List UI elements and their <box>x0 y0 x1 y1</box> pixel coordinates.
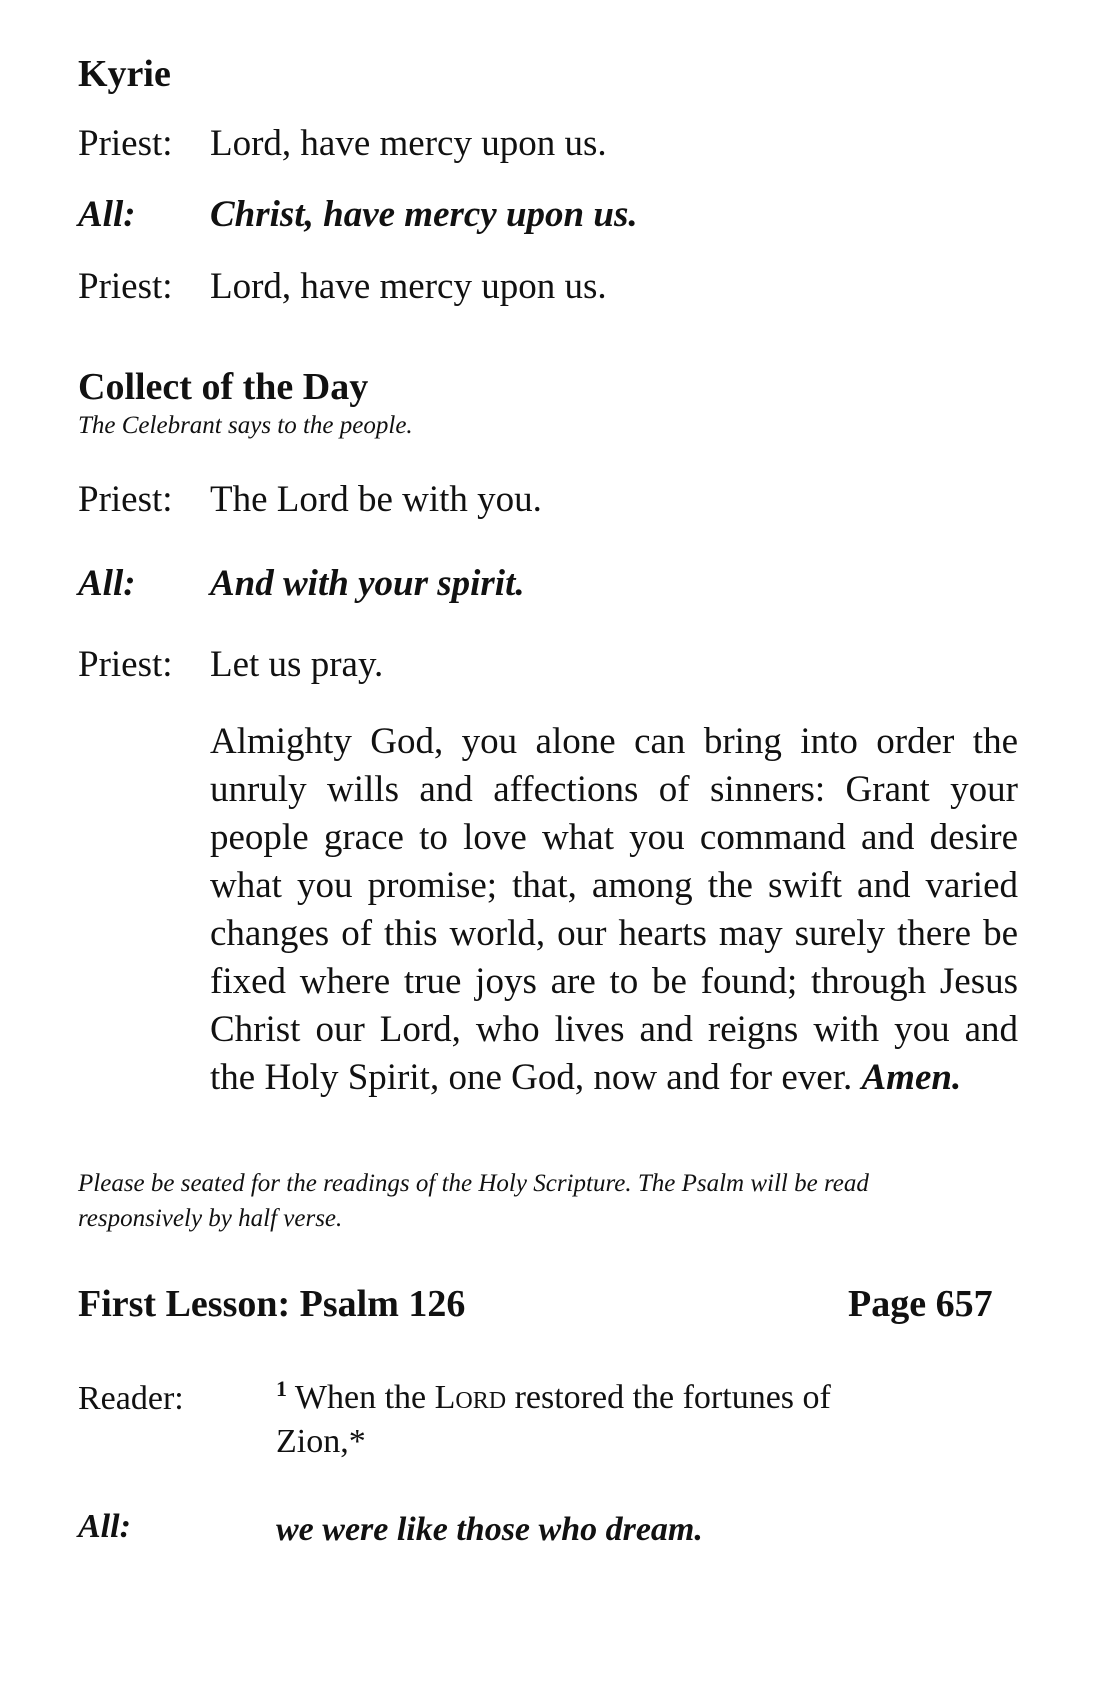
psalm-reader-line-2: Zion,* <box>276 1423 366 1460</box>
kyrie-role-3: Priest: <box>78 266 173 307</box>
psalm-all-label: All: <box>78 1508 131 1545</box>
kyrie-text-2: Christ, have mercy upon us. <box>210 194 638 235</box>
collect-text-1: The Lord be with you. <box>210 479 542 520</box>
kyrie-role-1: Priest: <box>78 123 173 164</box>
kyrie-role-2: All: <box>78 194 136 235</box>
kyrie-text-1: Lord, have mercy upon us. <box>210 123 607 164</box>
seating-rubric-line-2: responsively by half verse. <box>78 1205 343 1232</box>
psalm-reader-label: Reader: <box>78 1380 184 1417</box>
collect-rubric: The Celebrant says to the people. <box>78 412 413 439</box>
psalm-reader-lord: Lord <box>434 1379 507 1416</box>
psalm-all-text: we were like those who dream. <box>276 1511 703 1548</box>
collect-text-3: Let us pray. <box>210 644 384 685</box>
collect-role-1: Priest: <box>78 479 173 520</box>
collect-prayer <box>210 718 1018 1102</box>
collect-role-3: Priest: <box>78 644 173 685</box>
kyrie-text-3: Lord, have mercy upon us. <box>210 266 607 307</box>
collect-heading: Collect of the Day <box>78 366 369 408</box>
collect-amen: Amen. <box>861 1057 962 1098</box>
first-lesson-page: Page 657 <box>848 1283 993 1325</box>
collect-text-2: And with your spirit. <box>210 563 525 604</box>
psalm-reader-text-a: When the <box>294 1379 427 1416</box>
seating-rubric-line-1: Please be seated for the readings of the Holy Scripture. The Psalm will be read <box>78 1170 869 1197</box>
verse-number: 1 <box>276 1376 287 1401</box>
collect-role-2: All: <box>78 563 136 604</box>
psalm-reader-line-1 <box>276 1376 831 1420</box>
kyrie-heading: Kyrie <box>78 53 171 95</box>
psalm-reader-text-b: restored the fortunes of <box>514 1379 831 1416</box>
collect-prayer-text: Almighty God, you alone can bring into order the unruly wills and affections of sinners: Grant your people grace to love what you command and desire what you promise; that, among the swift and varied changes of this world, our hearts may surely there be fixed where true joys are to be found; through Jesus Christ our Lord, who lives and reigns with you and the Holy Spirit, one God, now and for ever. <box>210 721 1018 1098</box>
first-lesson-heading: First Lesson: Psalm 126 <box>78 1283 466 1325</box>
